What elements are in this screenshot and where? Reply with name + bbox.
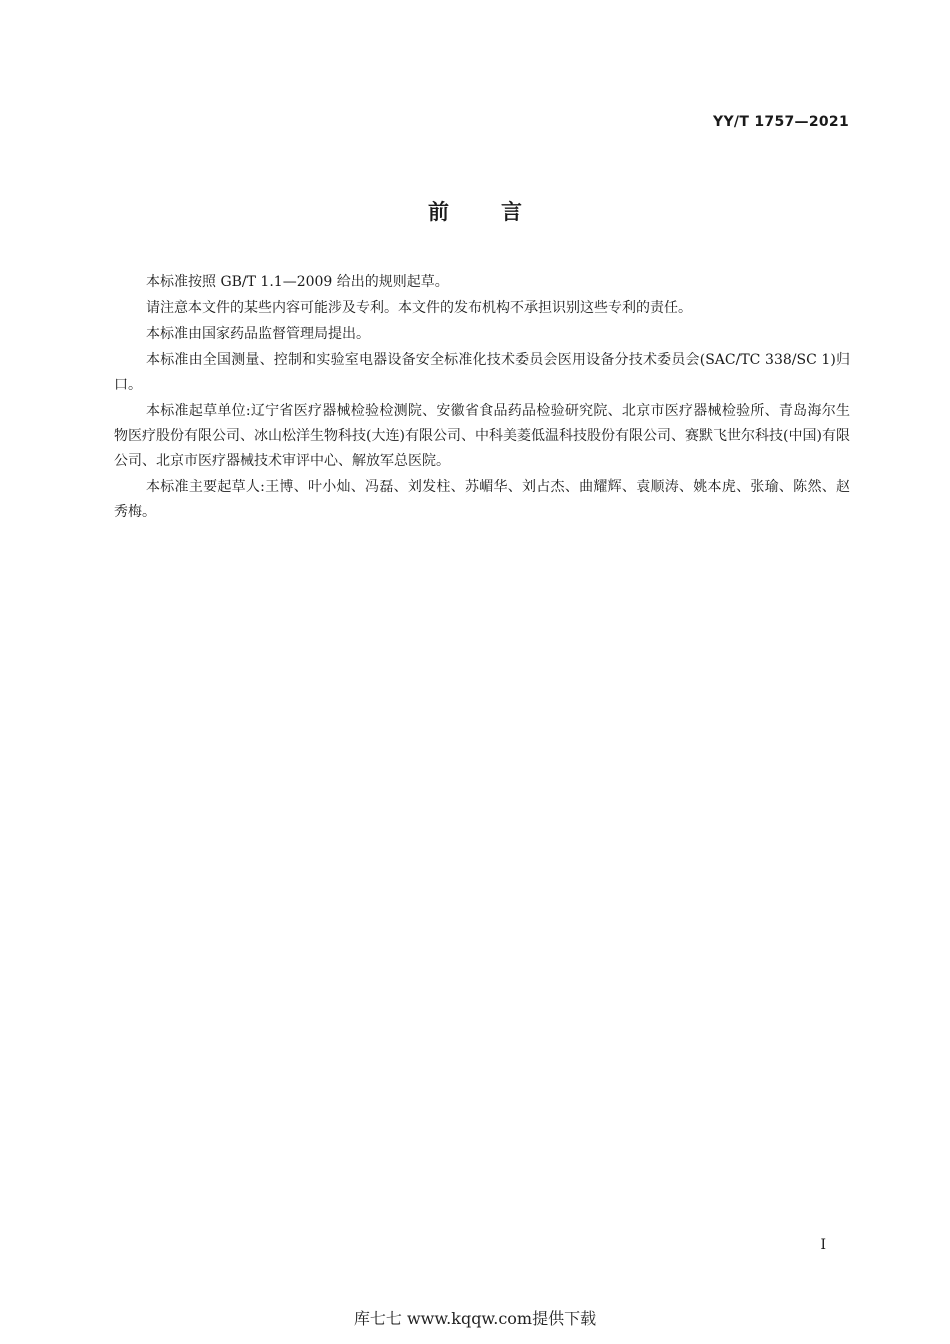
paragraph-committee: 本标准由全国测量、控制和实验室电器设备安全标准化技术委员会医用设备分技术委员会(SAC/TC 338/SC 1)归口。	[114, 352, 850, 393]
doc-code: YY/T 1757—2021	[713, 114, 849, 130]
body-text	[114, 270, 850, 526]
footer-watermark: 库七七 www.kqqw.com提供下载	[353, 1309, 597, 1328]
page-number: I	[820, 1237, 826, 1253]
paragraph-drafters: 本标准主要起草人:王博、叶小灿、冯磊、刘发柱、苏嵋华、刘占杰、曲耀辉、袁顺涛、姚本虎、张瑜、陈然、赵秀梅。	[114, 479, 850, 520]
paragraph-drafting-units: 本标准起草单位:辽宁省医疗器械检验检测院、安徽省食品药品检验研究院、北京市医疗器械检验所、青岛海尔生物医疗股份有限公司、冰山松洋生物科技(大连)有限公司、中科美菱低温科技股份有限公司、赛默飞世尔科技(中国)有限公司、北京市医疗器械技术审评中心、解放军总医院。	[114, 403, 850, 469]
paragraph-patent-notice: 请注意本文件的某些内容可能涉及专利。本文件的发布机构不承担识别这些专利的责任。	[146, 300, 692, 316]
paragraph-proposer: 本标准由国家药品监督管理局提出。	[146, 326, 370, 342]
paragraph-drafting-rules: 本标准按照 GB/T 1.1—2009 给出的规则起草。	[146, 274, 449, 290]
page-title: 前言	[428, 200, 574, 224]
